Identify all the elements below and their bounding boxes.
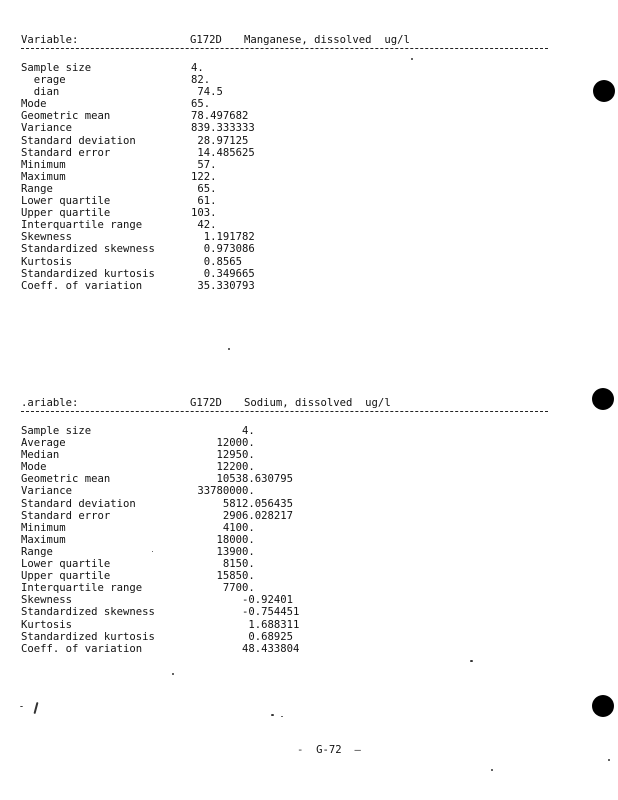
stat-label: Lower quartile [21, 558, 111, 571]
stat-row [21, 183, 551, 195]
stat-row [21, 159, 551, 171]
stat-value: 13900. [191, 545, 255, 558]
stat-label: dian [21, 86, 60, 99]
variable-header [21, 33, 551, 47]
page-number: G-72 [316, 744, 342, 756]
stat-label: Standardized skewness [21, 606, 155, 619]
stat-label: Kurtosis [21, 618, 73, 631]
stat-value: 2906.028217 [191, 509, 294, 522]
scan-speck [152, 551, 153, 552]
stat-value: 12000. [191, 437, 255, 450]
stat-row [21, 425, 551, 437]
stat-row [21, 498, 551, 510]
stat-label: Mode [21, 98, 47, 111]
scan-speck [411, 58, 413, 60]
stat-label: Range [21, 182, 53, 195]
stat-row [21, 619, 551, 631]
stat-row [21, 558, 551, 570]
scan-speck [33, 702, 38, 714]
stats-block-manganese [21, 33, 551, 292]
stat-value: 65. [191, 98, 211, 111]
stat-row [21, 62, 551, 74]
stat-value: 18000. [191, 533, 255, 546]
stat-label: Sample size [21, 62, 92, 74]
punch-hole [592, 388, 614, 410]
stat-label: Upper quartile [21, 570, 111, 583]
stat-label: Variance [21, 485, 73, 498]
stat-row [21, 147, 551, 159]
variable-name: Sodium, dissolved ug/l [244, 397, 391, 409]
stat-row [21, 268, 551, 280]
stat-value: 42. [191, 219, 217, 232]
stat-row [21, 449, 551, 461]
stat-label: Mode [21, 461, 47, 474]
stat-row [21, 207, 551, 219]
stat-label: Kurtosis [21, 255, 73, 268]
stat-value: 4. [191, 425, 255, 437]
stat-value: 15850. [191, 570, 255, 583]
variable-header [21, 396, 551, 410]
stats-list [21, 62, 551, 292]
scan-speck [271, 714, 274, 716]
stat-row [21, 437, 551, 449]
variable-code: G172D [190, 397, 222, 409]
stat-label: Geometric mean [21, 110, 111, 123]
stats-block-sodium [21, 396, 551, 655]
stat-label: Sample size [21, 425, 92, 437]
stat-value: 65. [191, 182, 217, 195]
stat-value: 103. [191, 207, 217, 220]
stat-row [21, 74, 551, 86]
scan-speck [608, 759, 610, 761]
stat-row [21, 219, 551, 231]
stat-value: 10538.630795 [191, 473, 294, 486]
stat-row [21, 256, 551, 268]
stat-label: Upper quartile [21, 207, 111, 220]
stat-value: 12200. [191, 461, 255, 474]
variable-name: Manganese, dissolved ug/l [244, 34, 410, 46]
scan-speck [470, 660, 473, 662]
stat-row [21, 643, 551, 655]
stat-label: Median [21, 449, 60, 462]
stat-label: Standard deviation [21, 497, 136, 510]
stat-row [21, 243, 551, 255]
stat-row [21, 606, 551, 618]
stat-value: 33780000. [191, 485, 255, 498]
stat-value: 78.497682 [191, 110, 249, 123]
stat-label: Standard error [21, 509, 111, 522]
scan-speck [281, 716, 283, 717]
stat-label: Standardized kurtosis [21, 267, 155, 280]
stat-value: 1.688311 [191, 618, 300, 631]
header-divider [21, 48, 548, 49]
stat-label: Minimum [21, 521, 66, 534]
variable-code: G172D [190, 34, 222, 46]
stat-row [21, 135, 551, 147]
scan-speck [20, 706, 23, 707]
stat-value: 4100. [191, 521, 255, 534]
stat-row [21, 546, 551, 558]
stat-row [21, 485, 551, 497]
stat-row [21, 122, 551, 134]
stat-value: 5812.056435 [191, 497, 294, 510]
stat-value: 82. [191, 74, 211, 87]
stat-value: 74.5 [191, 86, 223, 99]
stat-label: Standard deviation [21, 134, 136, 147]
stat-row [21, 110, 551, 122]
stat-label: Minimum [21, 158, 66, 171]
scan-speck [228, 348, 230, 350]
stats-list [21, 425, 551, 655]
stat-label: Coeff. of variation [21, 642, 143, 655]
stat-value: 48.433804 [191, 642, 300, 655]
stat-value: 0.68925 [191, 630, 294, 643]
stat-label: Skewness [21, 594, 73, 607]
stat-label: Maximum [21, 533, 66, 546]
stat-value: 28.97125 [191, 134, 249, 147]
stat-value: 0.349665 [191, 267, 255, 280]
punch-hole [593, 80, 615, 102]
stat-row [21, 510, 551, 522]
stat-label: Coeff. of variation [21, 279, 143, 292]
variable-label: .ariable: [21, 397, 79, 409]
stat-row [21, 171, 551, 183]
stat-label: Average [21, 437, 66, 450]
stat-row [21, 534, 551, 546]
stat-row [21, 570, 551, 582]
stat-value: 57. [191, 158, 217, 171]
stat-label: Interquartile range [21, 582, 143, 595]
stat-row [21, 461, 551, 473]
stat-value: 1.191782 [191, 231, 255, 244]
stat-value: 8150. [191, 558, 255, 571]
scan-speck [491, 769, 493, 771]
stat-value: 0.973086 [191, 243, 255, 256]
stat-value: 14.485625 [191, 146, 255, 159]
stat-row [21, 522, 551, 534]
stat-label: Variance [21, 122, 73, 135]
scan-speck [172, 673, 174, 675]
footer-mark-right: — [354, 744, 361, 756]
stat-label: Range [21, 545, 53, 558]
stat-row [21, 231, 551, 243]
stat-label: Lower quartile [21, 195, 111, 208]
stat-value: 35.330793 [191, 279, 255, 292]
variable-label: Variable: [21, 34, 79, 46]
stat-row [21, 98, 551, 110]
footer-mark-left: - [297, 744, 304, 756]
stat-label: Standardized kurtosis [21, 630, 155, 643]
stat-value: 4. [191, 62, 204, 74]
stat-row [21, 473, 551, 485]
stat-value: 0.8565 [191, 255, 243, 268]
stat-label: Standard error [21, 146, 111, 159]
stat-row [21, 195, 551, 207]
stat-label: Skewness [21, 231, 73, 244]
stat-value: 61. [191, 195, 217, 208]
punch-hole [592, 695, 614, 717]
stat-row [21, 631, 551, 643]
header-divider [21, 411, 548, 412]
stat-value: 839.333333 [191, 122, 255, 135]
stat-label: Geometric mean [21, 473, 111, 486]
stat-label: Standardized skewness [21, 243, 155, 256]
stat-value: 7700. [191, 582, 255, 595]
stat-row [21, 582, 551, 594]
stat-value: -0.754451 [191, 606, 300, 619]
stat-value: 12950. [191, 449, 255, 462]
stat-value: 122. [191, 170, 217, 183]
stat-label: erage [21, 74, 66, 87]
stat-row [21, 86, 551, 98]
stat-row [21, 594, 551, 606]
stat-row [21, 280, 551, 292]
stat-label: Maximum [21, 170, 66, 183]
stat-label: Interquartile range [21, 219, 143, 232]
stat-value: -0.92401 [191, 594, 294, 607]
page-footer [297, 744, 361, 756]
